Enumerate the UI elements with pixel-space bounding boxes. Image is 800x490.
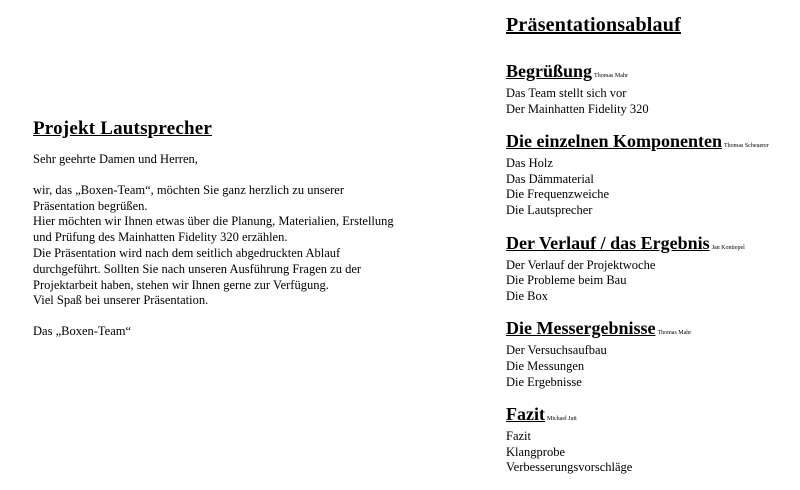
letter-greeting: Sehr geehrte Damen und Herren, xyxy=(33,152,198,166)
letter-body xyxy=(33,183,453,309)
section-author: Michael Jutt xyxy=(546,416,577,423)
agenda-item-list xyxy=(506,429,796,476)
agenda-section-heading xyxy=(506,233,796,258)
agenda-section-komponenten xyxy=(506,131,796,218)
agenda-item: Klangprobe xyxy=(506,444,566,459)
agenda-section-fazit xyxy=(506,404,796,476)
letter-signature: Das „Boxen-Team“ xyxy=(33,324,132,339)
agenda-item: Der Mainhatten Fidelity 320 xyxy=(506,101,649,116)
section-title: Der Verlauf / das Ergebnis xyxy=(506,232,710,253)
section-author: Thomas Mahr xyxy=(594,73,628,79)
section-title: Die einzelnen Komponenten xyxy=(506,131,722,152)
section-author: Jan Kontiepel xyxy=(711,244,745,251)
agenda-item-list xyxy=(506,156,796,218)
agenda-item: Das Holz xyxy=(506,156,553,171)
section-author: Thomas Mahr xyxy=(657,330,692,337)
agenda-item: Die Box xyxy=(506,288,549,303)
letter-body-line: und Prüfung des Mainhatten Fidelity 320 erzählen. xyxy=(33,230,288,245)
section-title: Begrüßung xyxy=(506,61,593,81)
letter-title: Projekt Lautsprecher xyxy=(33,118,213,139)
letter-column xyxy=(33,118,453,340)
letter-body-line: Projektarbeit haben, stehen wir Ihnen gerne zur Verfügung. xyxy=(33,277,329,292)
agenda-item: Der Verlauf der Projektwoche xyxy=(506,257,656,272)
agenda-section-heading xyxy=(506,404,796,429)
letter-body-line: Die Präsentation wird nach dem seitlich abgedruckten Ablauf xyxy=(33,245,341,260)
agenda-item: Die Probleme beim Bau xyxy=(506,273,627,288)
agenda-section-heading xyxy=(506,131,796,156)
agenda-item: Die Lautsprecher xyxy=(506,202,593,217)
agenda-item-list xyxy=(506,258,796,305)
section-title: Fazit xyxy=(506,404,545,425)
agenda-title: Präsentationsablauf xyxy=(506,14,681,36)
agenda-item: Das Dämmaterial xyxy=(506,171,594,186)
agenda-section-begruessung xyxy=(506,61,796,117)
agenda-section-heading xyxy=(506,318,796,343)
letter-body-line: durchgeführt. Sollten Sie nach unseren Ausführung Fragen zu der xyxy=(33,261,362,276)
agenda-item: Die Ergebnisse xyxy=(506,374,582,389)
agenda-item-list xyxy=(506,343,796,390)
letter-body-line: wir, das „Boxen-Team“, möchten Sie ganz herzlich zu unserer xyxy=(33,182,344,197)
section-author: Thomas Scheuerer xyxy=(724,143,769,150)
letter-body-line: Viel Spaß bei unserer Präsentation. xyxy=(33,293,209,308)
agenda-item: Die Frequenzweiche xyxy=(506,187,610,202)
agenda-section-verlauf xyxy=(506,233,796,305)
agenda-section-messergebnisse xyxy=(506,318,796,390)
agenda-section-heading xyxy=(506,61,796,86)
letter-body-line: Präsentation begrüßen. xyxy=(33,198,148,213)
agenda-column xyxy=(506,14,796,490)
agenda-item-list xyxy=(506,86,796,117)
agenda-item: Das Team stellt sich vor xyxy=(506,86,627,100)
section-title: Die Messergebnisse xyxy=(506,318,656,339)
agenda-item: Verbesserungsvorschläge xyxy=(506,460,633,475)
agenda-item: Die Messungen xyxy=(506,358,585,373)
letter-body-line: Hier möchten wir Ihnen etwas über die Planung, Materialien, Erstellung xyxy=(33,214,394,229)
agenda-item: Der Versuchsaufbau xyxy=(506,343,607,358)
agenda-item: Fazit xyxy=(506,429,531,444)
